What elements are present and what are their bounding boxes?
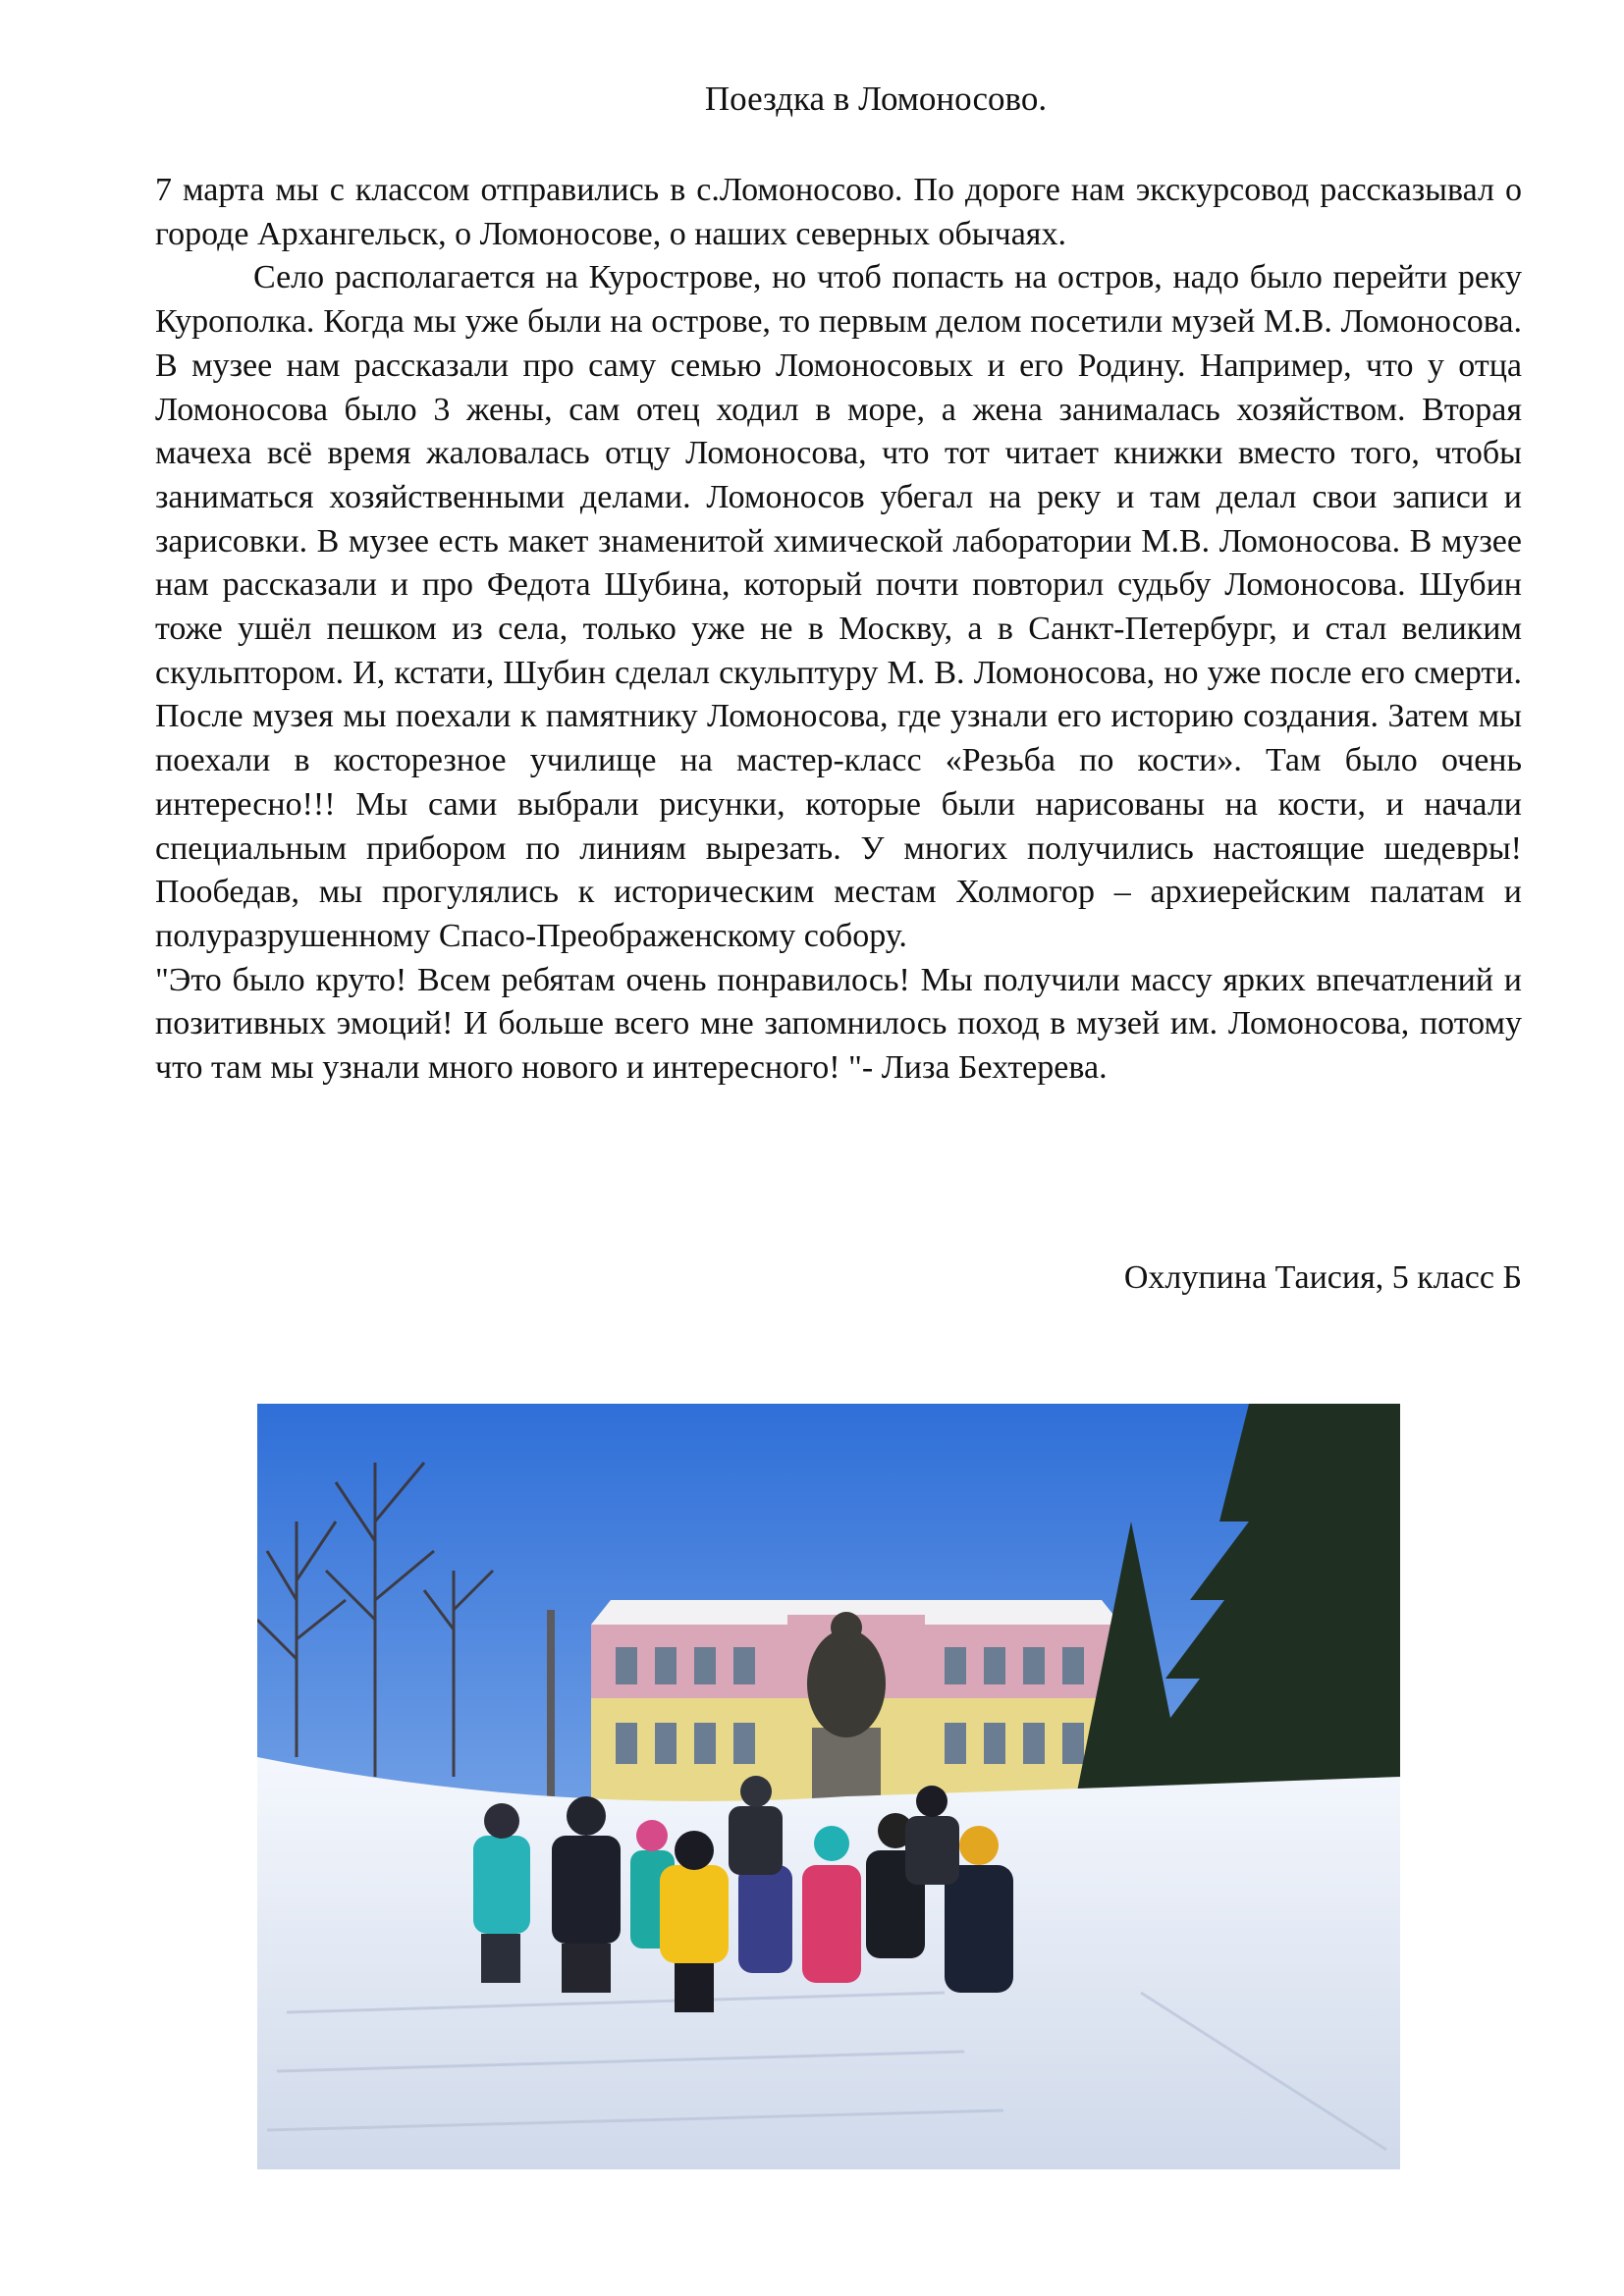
lamp-post — [547, 1610, 555, 1796]
paragraph-main: Село располагается на Курострове, но чтоб попасть на остров, надо было перейти реку Курополка. Когда мы уже были на острове, то первым делом посетили музей М.В. Ломоносова. В музее нам рассказали про саму семью Ломоносовых и его Родину. Например, что у отца Ломоносова было 3 жены, сам отец ходил в море, а жена занималась хозяйством. Вторая мачеха всё время жаловалась отцу Ломоносова, что тот читает книжки вместо того, чтобы заниматься хозяйственными делами. Ломоносов убегал на реку и там делал свои записи и зарисовки. В музее есть макет знаменитой химической лаборатории М.В. Ломоносова. В музее нам рассказали и про Федота Шубина, который почти повторил судьбу Ломоносова. Шубин тоже ушёл пешком из села, только уже не в Москву, а в Санкт-Петербург, и стал великим скульптором. И, кстати, Шубин сделал скульптуру М. В. Ломоносова, но уже после его смерти. После музея мы поехали к памятнику Ломоносова, где узнали его историю создания. Затем мы поехали в косторезное училище на мастер-класс «Резьба по кости». Там было очень интересно!!! Мы сами выбрали рисунки, которые были нарисованы на кости, и начали специальным прибором по линиям вырезать. У многих получились настоящие шедевры! Пообедав, мы прогулялись к историческим местам Холмогор – архиерейским палатам и полуразрушенному Спасо-Преображенскому собору. — [155, 259, 1522, 954]
page-title: Поездка в Ломоносово. — [704, 80, 1048, 118]
paragraph-intro: 7 марта мы с классом отправились в с.Ломоносово. По дороге нам экскурсовод рассказывал о городе Архангельск, о Ломоносове, о наших северных обычаях. — [155, 172, 1522, 252]
paragraph-quote: "Это было круто! Всем ребятам очень понравилось! Мы получили массу ярких впечатлений и позитивных эмоций! И больше всего мне запомнилось поход в музей им. Ломоносова, потому что там мы узнали много нового и интересного! "- Лиза Бехтерева. — [155, 961, 1522, 1087]
group-photo — [257, 1404, 1400, 2169]
group-photo-illustration — [257, 1404, 1400, 2169]
author-signature: Охлупина Таисия, 5 класс Б — [1123, 1259, 1522, 1296]
article-body — [155, 169, 1522, 1091]
